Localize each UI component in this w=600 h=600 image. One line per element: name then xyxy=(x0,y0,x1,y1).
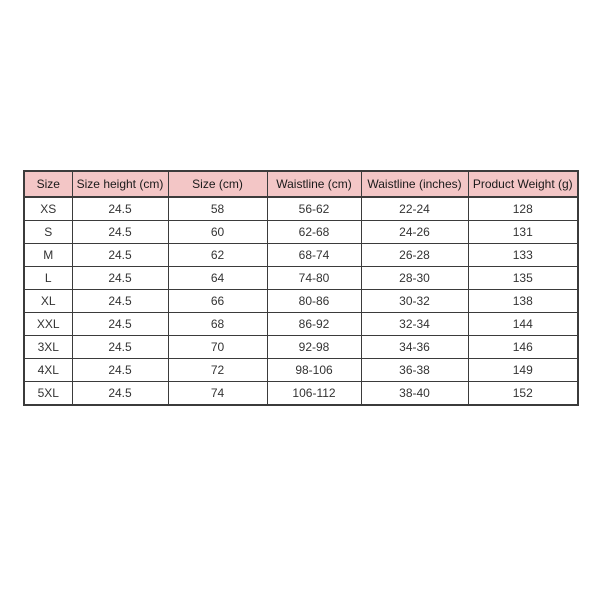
table-row xyxy=(24,244,578,267)
size-cell: M xyxy=(24,244,72,267)
column-header: Size height (cm) xyxy=(72,171,168,197)
value-cell: 146 xyxy=(468,336,578,359)
value-cell: 144 xyxy=(468,313,578,336)
value-cell: 106-112 xyxy=(267,382,361,406)
value-cell: 32-34 xyxy=(361,313,468,336)
size-cell: XL xyxy=(24,290,72,313)
value-cell: 38-40 xyxy=(361,382,468,406)
value-cell: 138 xyxy=(468,290,578,313)
column-header: Size xyxy=(24,171,72,197)
value-cell: 86-92 xyxy=(267,313,361,336)
value-cell: 24.5 xyxy=(72,197,168,221)
table-row xyxy=(24,267,578,290)
value-cell: 152 xyxy=(468,382,578,406)
value-cell: 24.5 xyxy=(72,244,168,267)
value-cell: 92-98 xyxy=(267,336,361,359)
value-cell: 74-80 xyxy=(267,267,361,290)
value-cell: 68-74 xyxy=(267,244,361,267)
column-header: Waistline (cm) xyxy=(267,171,361,197)
value-cell: 58 xyxy=(168,197,267,221)
value-cell: 98-106 xyxy=(267,359,361,382)
size-cell: 5XL xyxy=(24,382,72,406)
value-cell: 60 xyxy=(168,221,267,244)
size-chart-table xyxy=(23,170,579,406)
value-cell: 72 xyxy=(168,359,267,382)
size-cell: XS xyxy=(24,197,72,221)
column-header: Waistline (inches) xyxy=(361,171,468,197)
value-cell: 24.5 xyxy=(72,359,168,382)
value-cell: 149 xyxy=(468,359,578,382)
value-cell: 70 xyxy=(168,336,267,359)
header-row xyxy=(24,171,578,197)
table-row xyxy=(24,197,578,221)
value-cell: 80-86 xyxy=(267,290,361,313)
column-header: Size (cm) xyxy=(168,171,267,197)
value-cell: 22-24 xyxy=(361,197,468,221)
size-cell: S xyxy=(24,221,72,244)
table-row xyxy=(24,290,578,313)
value-cell: 131 xyxy=(468,221,578,244)
value-cell: 68 xyxy=(168,313,267,336)
table-row xyxy=(24,313,578,336)
value-cell: 24-26 xyxy=(361,221,468,244)
size-cell: 4XL xyxy=(24,359,72,382)
value-cell: 24.5 xyxy=(72,290,168,313)
table-row xyxy=(24,382,578,406)
value-cell: 26-28 xyxy=(361,244,468,267)
value-cell: 64 xyxy=(168,267,267,290)
value-cell: 24.5 xyxy=(72,221,168,244)
value-cell: 56-62 xyxy=(267,197,361,221)
value-cell: 135 xyxy=(468,267,578,290)
value-cell: 34-36 xyxy=(361,336,468,359)
value-cell: 62-68 xyxy=(267,221,361,244)
value-cell: 62 xyxy=(168,244,267,267)
value-cell: 24.5 xyxy=(72,313,168,336)
size-cell: XXL xyxy=(24,313,72,336)
value-cell: 128 xyxy=(468,197,578,221)
table-row xyxy=(24,336,578,359)
value-cell: 24.5 xyxy=(72,267,168,290)
value-cell: 36-38 xyxy=(361,359,468,382)
table-row xyxy=(24,221,578,244)
value-cell: 133 xyxy=(468,244,578,267)
table-row xyxy=(24,359,578,382)
value-cell: 24.5 xyxy=(72,336,168,359)
size-cell: 3XL xyxy=(24,336,72,359)
value-cell: 24.5 xyxy=(72,382,168,406)
column-header: Product Weight (g) xyxy=(468,171,578,197)
value-cell: 74 xyxy=(168,382,267,406)
value-cell: 30-32 xyxy=(361,290,468,313)
value-cell: 28-30 xyxy=(361,267,468,290)
table-body xyxy=(24,197,578,405)
value-cell: 66 xyxy=(168,290,267,313)
size-cell: L xyxy=(24,267,72,290)
